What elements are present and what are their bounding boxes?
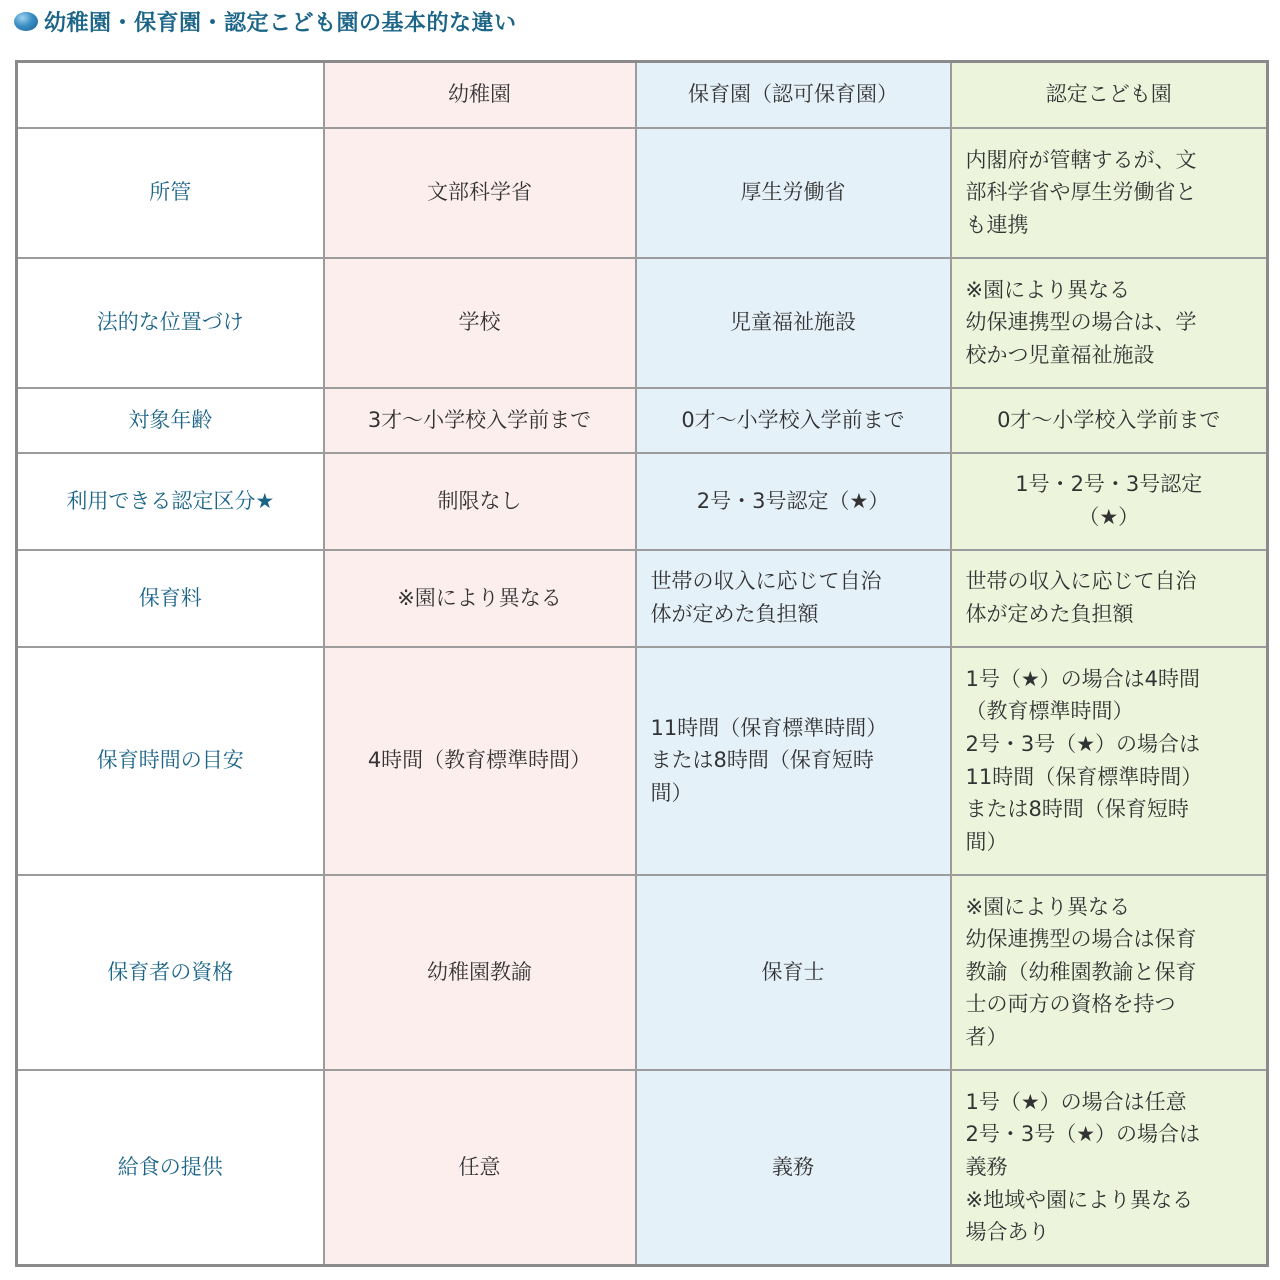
cell-text: 2号・3号（★）の場合は (965, 1122, 1201, 1147)
cell-nintei (951, 128, 1268, 258)
table-row (17, 550, 1268, 647)
cell-text: 0才〜小学校入学前まで (997, 407, 1221, 432)
cell-text: 教諭（幼稚園教諭と保育 (965, 959, 1197, 984)
cell-text: 11時間（保育標準時間） (650, 715, 888, 740)
cell-text: 体が定めた負担額 (650, 602, 819, 626)
cell-kindergarten (324, 128, 636, 258)
cell-kindergarten (324, 258, 636, 388)
cell-text: 2号・3号認定（★） (696, 488, 890, 513)
cell-text: 者） (965, 1024, 1008, 1049)
cell-text: 義務 (772, 1154, 814, 1179)
cell-nursery (636, 453, 951, 550)
cell-nintei (951, 453, 1268, 550)
row-label: 所管 (17, 128, 324, 258)
cell-text: 文部科学省 (427, 180, 532, 205)
table-row (17, 1070, 1268, 1266)
section-heading (14, 4, 517, 38)
table-row (17, 647, 1268, 875)
cell-text: 児童福祉施設 (730, 310, 856, 335)
row-label: 利用できる認定区分★ (17, 453, 324, 550)
comparison-table (15, 60, 1269, 1267)
cell-nintei (951, 875, 1268, 1070)
cell-text: 部科学省や厚生労働省と (965, 180, 1197, 205)
cell-text: 任意 (458, 1154, 501, 1179)
cell-text: 2号・3号（★）の場合は (965, 731, 1201, 756)
cell-nintei (951, 258, 1268, 388)
cell-text: も連携 (965, 212, 1029, 237)
cell-kindergarten (324, 453, 636, 550)
cell-nintei (951, 1070, 1268, 1266)
cell-text: 義務 (965, 1154, 1008, 1179)
cell-text: 学校 (458, 310, 501, 335)
cell-text: 制限なし (437, 488, 522, 513)
cell-nursery (636, 128, 951, 258)
cell-text: 幼稚園教諭 (427, 959, 532, 984)
row-label: 対象年齢 (17, 388, 324, 453)
cell-text: 場合あり (965, 1220, 1050, 1245)
cell-kindergarten (324, 550, 636, 647)
row-label: 法的な位置づけ (17, 258, 324, 388)
cell-text: ※園により異なる (397, 585, 562, 610)
cell-kindergarten (324, 388, 636, 453)
cell-text: 4時間（教育標準時間） (367, 748, 592, 773)
cell-text: 11時間（保育標準時間） (965, 764, 1203, 789)
row-label: 保育時間の目安 (17, 647, 324, 875)
table-row (17, 388, 1268, 453)
cell-text: または8時間（保育短時 (965, 797, 1189, 822)
cell-text: または8時間（保育短時 (650, 748, 874, 773)
cell-text: 保育士 (761, 959, 825, 984)
column-header-nursery: 保育園（認可保育園） (636, 62, 951, 128)
cell-text: ※園により異なる (965, 894, 1131, 919)
cell-text: 1号・2号・3号認定 (1015, 472, 1203, 497)
header-row (17, 62, 1268, 128)
cell-text: 1号（★）の場合は任意 (965, 1089, 1187, 1114)
cell-text: 士の両方の資格を持つ (965, 992, 1176, 1017)
cell-text: ※園により異なる (965, 277, 1131, 302)
row-label: 保育者の資格 (17, 875, 324, 1070)
table-row (17, 453, 1268, 550)
cell-text: 校かつ児童福祉施設 (965, 342, 1155, 367)
cell-nursery (636, 550, 951, 647)
row-label: 保育料 (17, 550, 324, 647)
cell-text: 世帯の収入に応じて自治 (650, 569, 882, 594)
cell-kindergarten (324, 1070, 636, 1266)
cell-kindergarten (324, 647, 636, 875)
cell-text: 幼保連携型の場合は、学 (965, 310, 1197, 335)
cell-text: 世帯の収入に応じて自治 (965, 569, 1197, 594)
cell-text: 幼保連携型の場合は保育 (965, 927, 1197, 952)
cell-text: 内閣府が管轄するが、文 (965, 147, 1197, 172)
blue-sphere-icon (14, 12, 38, 31)
cell-text: 間） (650, 780, 693, 805)
table-row (17, 875, 1268, 1070)
corner-cell (17, 62, 324, 128)
row-label: 給食の提供 (17, 1070, 324, 1266)
cell-text: 厚生労働省 (740, 180, 846, 205)
cell-nursery (636, 258, 951, 388)
cell-text: 1号（★）の場合は4時間 (965, 666, 1201, 691)
cell-text: 間） (965, 829, 1008, 854)
cell-text: 3才〜小学校入学前まで (367, 407, 592, 432)
cell-text: ※地域や園により異なる (965, 1187, 1194, 1212)
cell-nursery (636, 388, 951, 453)
column-header-nintei: 認定こども園 (951, 62, 1268, 128)
cell-nintei (951, 388, 1268, 453)
section-title: 幼稚園・保育園・認定こども園の基本的な違い (44, 10, 517, 36)
cell-kindergarten (324, 875, 636, 1070)
table-row (17, 128, 1268, 258)
cell-nursery (636, 875, 951, 1070)
cell-text: （★） (1078, 505, 1140, 529)
cell-nintei (951, 550, 1268, 647)
cell-text: 0才〜小学校入学前まで (681, 407, 905, 432)
cell-nursery (636, 647, 951, 875)
cell-text: 体が定めた負担額 (965, 602, 1134, 626)
cell-nursery (636, 1070, 951, 1266)
column-header-kindergarten: 幼稚園 (324, 62, 636, 128)
table-row (17, 258, 1268, 388)
cell-nintei (951, 647, 1268, 875)
cell-text: （教育標準時間） (965, 699, 1134, 724)
